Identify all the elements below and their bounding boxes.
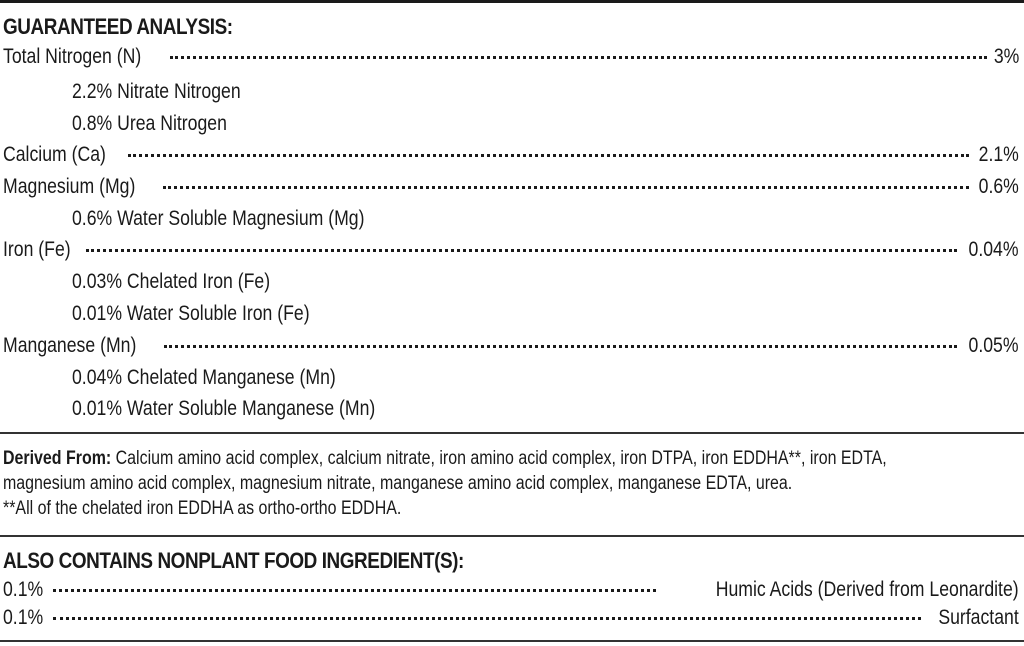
analysis-subrow: 0.01% Water Soluble Manganese (Mn) bbox=[72, 397, 376, 420]
analysis-subrow: 0.8% Urea Nitrogen bbox=[72, 112, 227, 135]
derived-from-block bbox=[3, 446, 1019, 521]
row-value: 0.04% bbox=[968, 238, 1019, 261]
derived-from-label: Derived From: bbox=[3, 448, 112, 469]
dot-leader bbox=[170, 56, 987, 59]
row-value: 0.6% bbox=[978, 175, 1019, 198]
row-label: Total Nitrogen (N) bbox=[3, 45, 142, 68]
analysis-row-calcium bbox=[3, 139, 1019, 171]
analysis-row-iron bbox=[3, 234, 1019, 266]
row-label: Humic Acids (Derived from Leonardite) bbox=[716, 578, 1019, 601]
dot-leader bbox=[164, 345, 958, 348]
row-label: Magnesium (Mg) bbox=[3, 175, 136, 198]
analysis-subrow: 0.01% Water Soluble Iron (Fe) bbox=[72, 302, 310, 325]
row-label: Iron (Fe) bbox=[3, 238, 71, 261]
row-value: 0.1% bbox=[3, 606, 44, 629]
analysis-subrow: 2.2% Nitrate Nitrogen bbox=[72, 80, 241, 103]
row-value: 0.1% bbox=[3, 578, 44, 601]
section-divider bbox=[0, 535, 1024, 537]
dot-leader bbox=[53, 617, 921, 620]
dot-leader bbox=[86, 249, 958, 252]
derived-from-text-cont: magnesium amino acid complex, magnesium nitrate, manganese amino acid complex, manganese EDTA, urea. bbox=[3, 473, 793, 494]
row-label: Surfactant bbox=[938, 606, 1019, 629]
analysis-row-manganese bbox=[3, 330, 1019, 362]
derived-from-text: Calcium amino acid complex, calcium nitrate, iron amino acid complex, iron DTPA, iron EDDHA**, iron EDTA, bbox=[111, 448, 887, 469]
top-rule bbox=[0, 0, 1024, 3]
bottom-rule bbox=[0, 640, 1024, 642]
section-divider bbox=[0, 432, 1024, 434]
analysis-subrow: 0.6% Water Soluble Magnesium (Mg) bbox=[72, 207, 365, 230]
row-value: 2.1% bbox=[978, 143, 1019, 166]
dot-leader bbox=[128, 154, 970, 157]
row-label: Manganese (Mn) bbox=[3, 334, 137, 357]
nonplant-heading: ALSO CONTAINS NONPLANT FOOD INGREDIENT(S): bbox=[3, 548, 464, 573]
dot-leader bbox=[163, 186, 970, 189]
footnote: **All of the chelated iron EDDHA as ortho-ortho EDDHA. bbox=[3, 498, 402, 519]
nonplant-row bbox=[3, 602, 1019, 634]
row-value: 3% bbox=[993, 45, 1019, 68]
analysis-row-magnesium bbox=[3, 171, 1019, 203]
guaranteed-analysis-heading: GUARANTEED ANALYSIS: bbox=[3, 14, 233, 39]
row-label: Calcium (Ca) bbox=[3, 143, 106, 166]
analysis-subrow: 0.04% Chelated Manganese (Mn) bbox=[72, 366, 336, 389]
analysis-subrow: 0.03% Chelated Iron (Fe) bbox=[72, 270, 271, 293]
dot-leader bbox=[53, 589, 656, 592]
row-value: 0.05% bbox=[968, 334, 1019, 357]
analysis-row-nitrogen bbox=[3, 41, 1019, 73]
